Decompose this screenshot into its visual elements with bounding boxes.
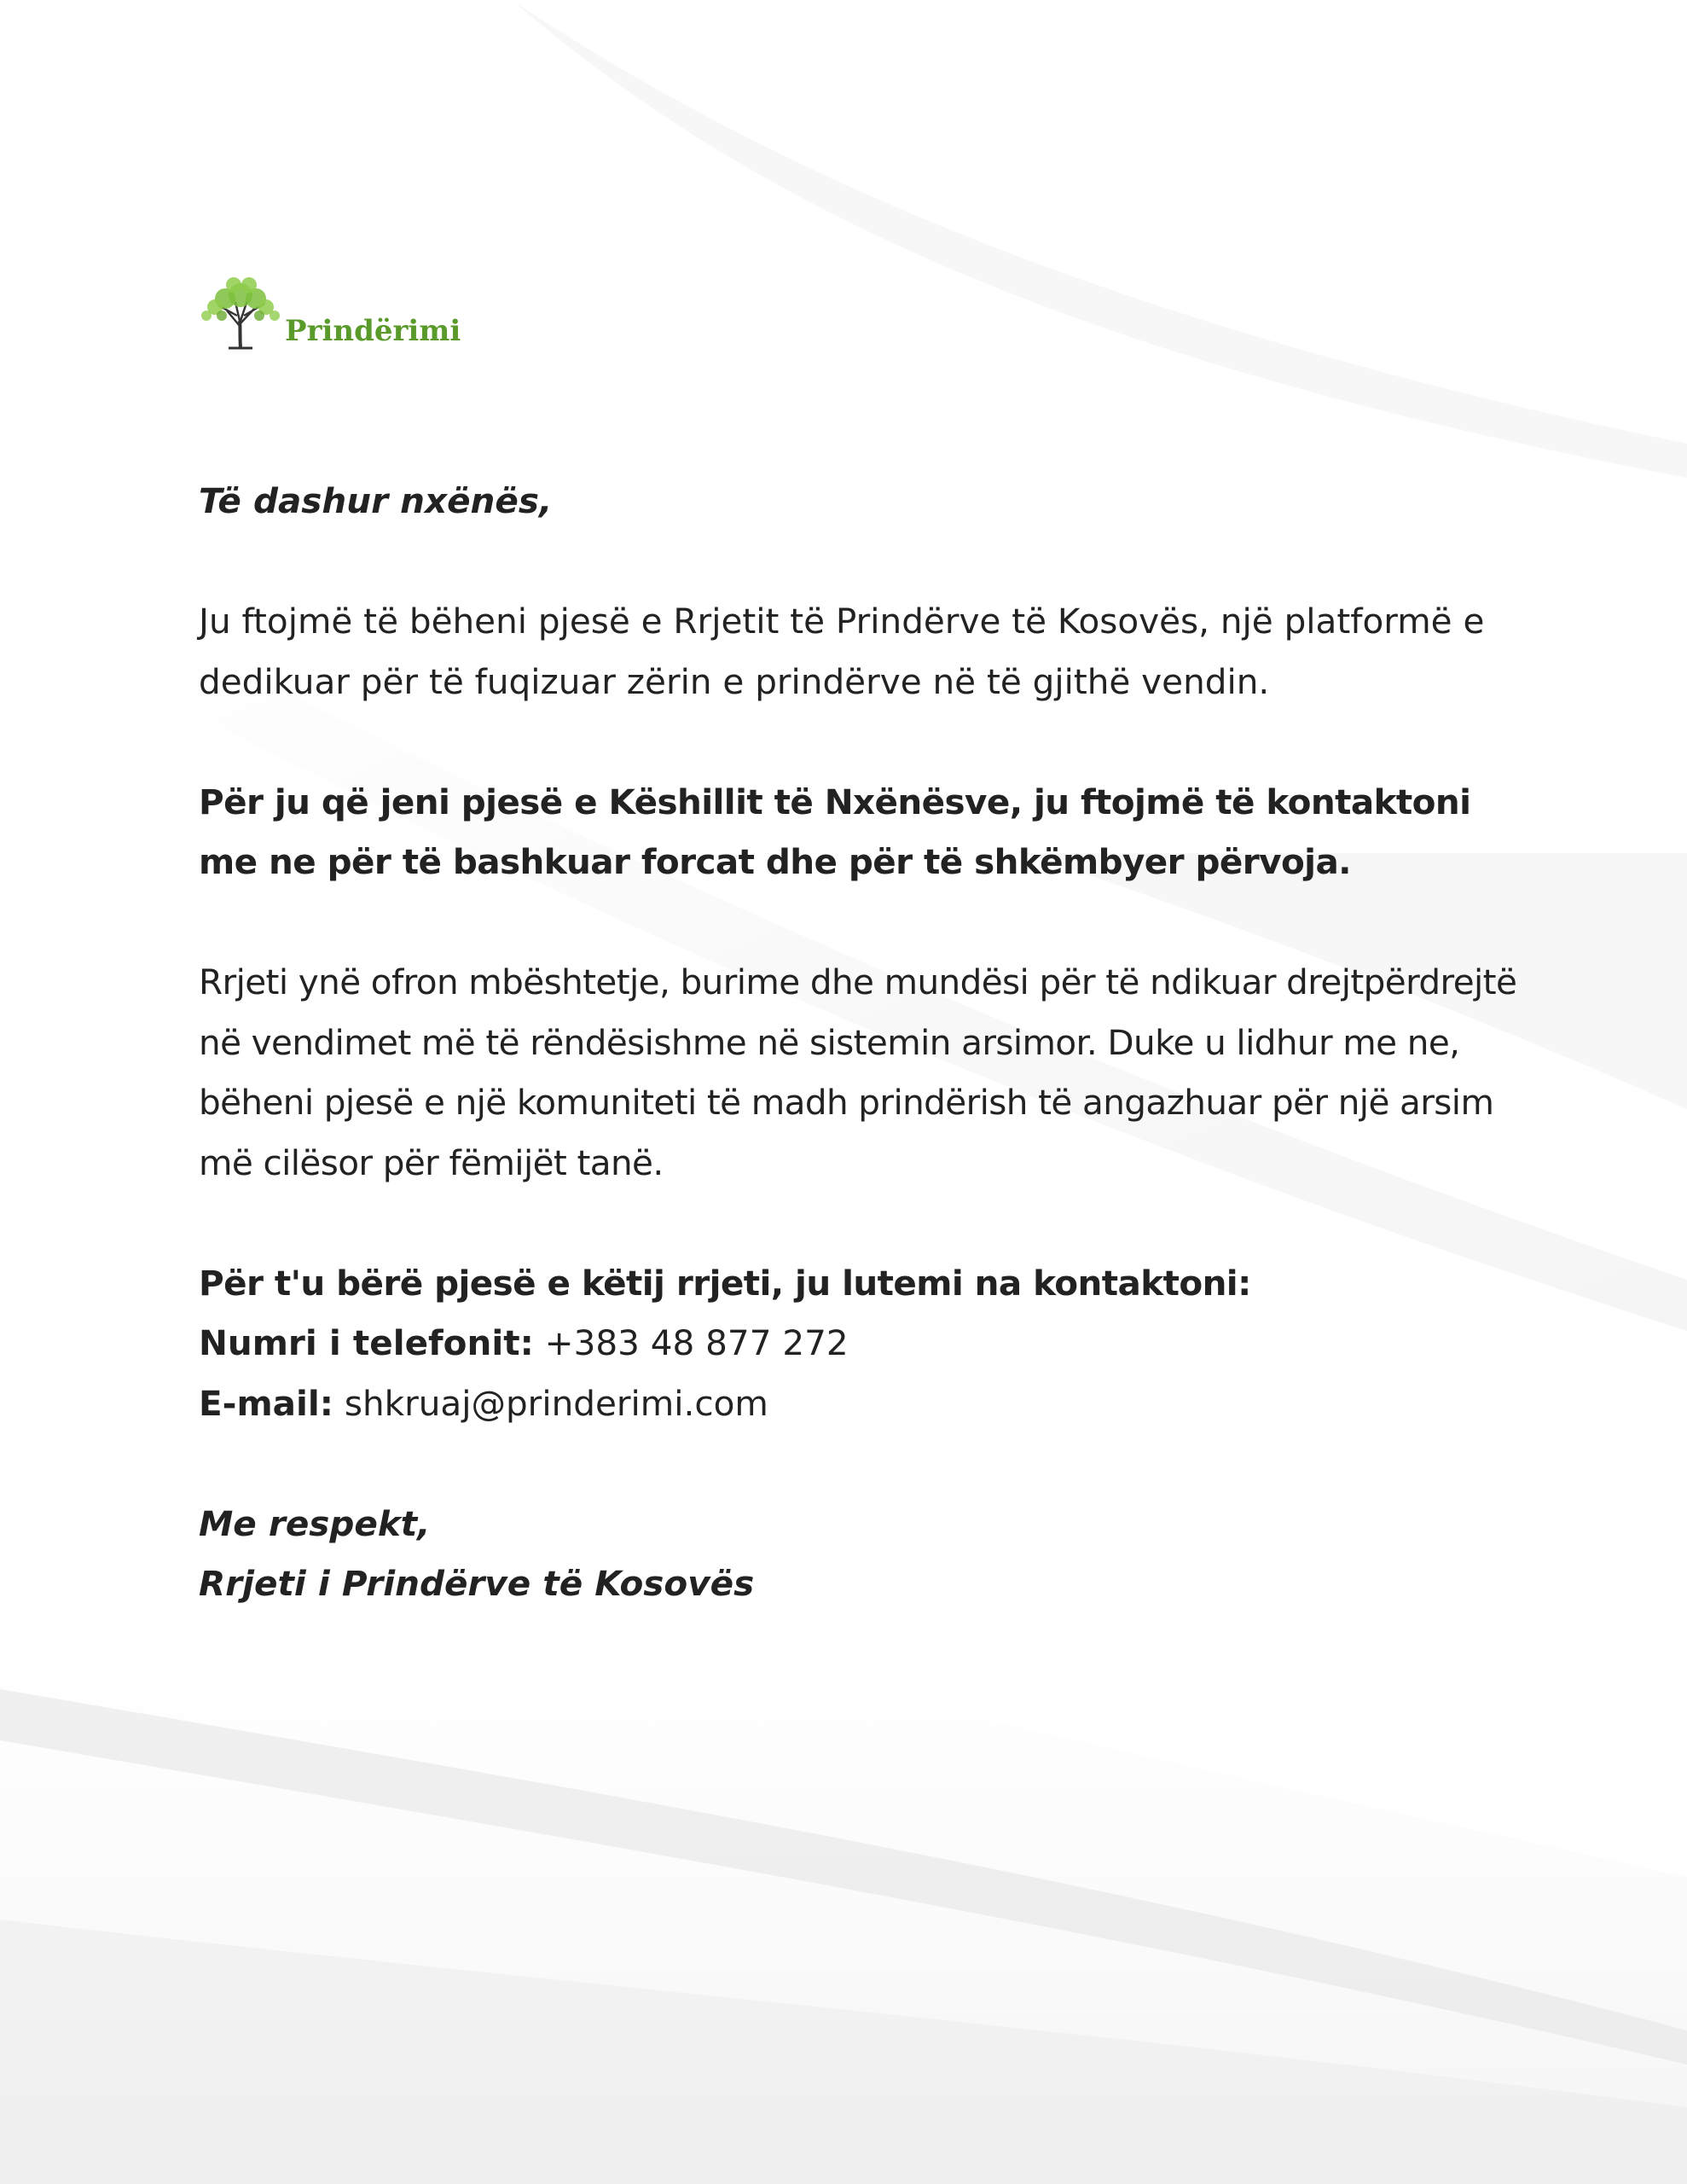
greeting: Të dashur nxënës,: [199, 480, 553, 521]
tree-icon: [198, 271, 283, 350]
signature: Rrjeti i Prindërve të Kosovës: [199, 1563, 755, 1604]
logo-text: Prindërimi: [285, 314, 461, 348]
phone-value[interactable]: +383 48 877 272: [544, 1322, 849, 1363]
paragraph-student-council: Për ju që jeni pjesë e Këshillit të Nxënësve, ju ftojmë të kontaktoni me ne për të bashkuar forcat dhe për të shkëmbyer përvoja.: [199, 781, 1471, 882]
email-line: [199, 1374, 1529, 1434]
email-value[interactable]: shkruaj@prinderimi.com: [344, 1382, 768, 1424]
email-label: E-mail:: [199, 1382, 333, 1424]
closing: Me respekt,: [199, 1502, 431, 1544]
brand-logo: [198, 271, 461, 350]
phone-line: [199, 1313, 1529, 1374]
paragraph-invitation: Ju ftojmë të bëheni pjesë e Rrjetit të Prindërve të Kosovës, një platformë e dedikuar për të fuqizuar zërin e prindërve në të gjithë vendin.: [199, 601, 1485, 702]
letter-body: [199, 471, 1529, 1614]
paragraph-network-offer: Rrjeti ynë ofron mbështetje, burime dhe mundësi për të ndikuar drejtpërdrejtë në vendimet më të rëndësishme në sistemin arsimor. Duke u lidhur me ne, bëheni pjesë e një komuniteti të madh prindërish të angazhuar për një arsim më cilësor për fëmijët tanë.: [199, 961, 1517, 1183]
contact-intro: Për t'u bërë pjesë e këtij rrjeti, ju lutemi na kontaktoni:: [199, 1262, 1251, 1304]
phone-label: Numri i telefonit:: [199, 1322, 534, 1363]
